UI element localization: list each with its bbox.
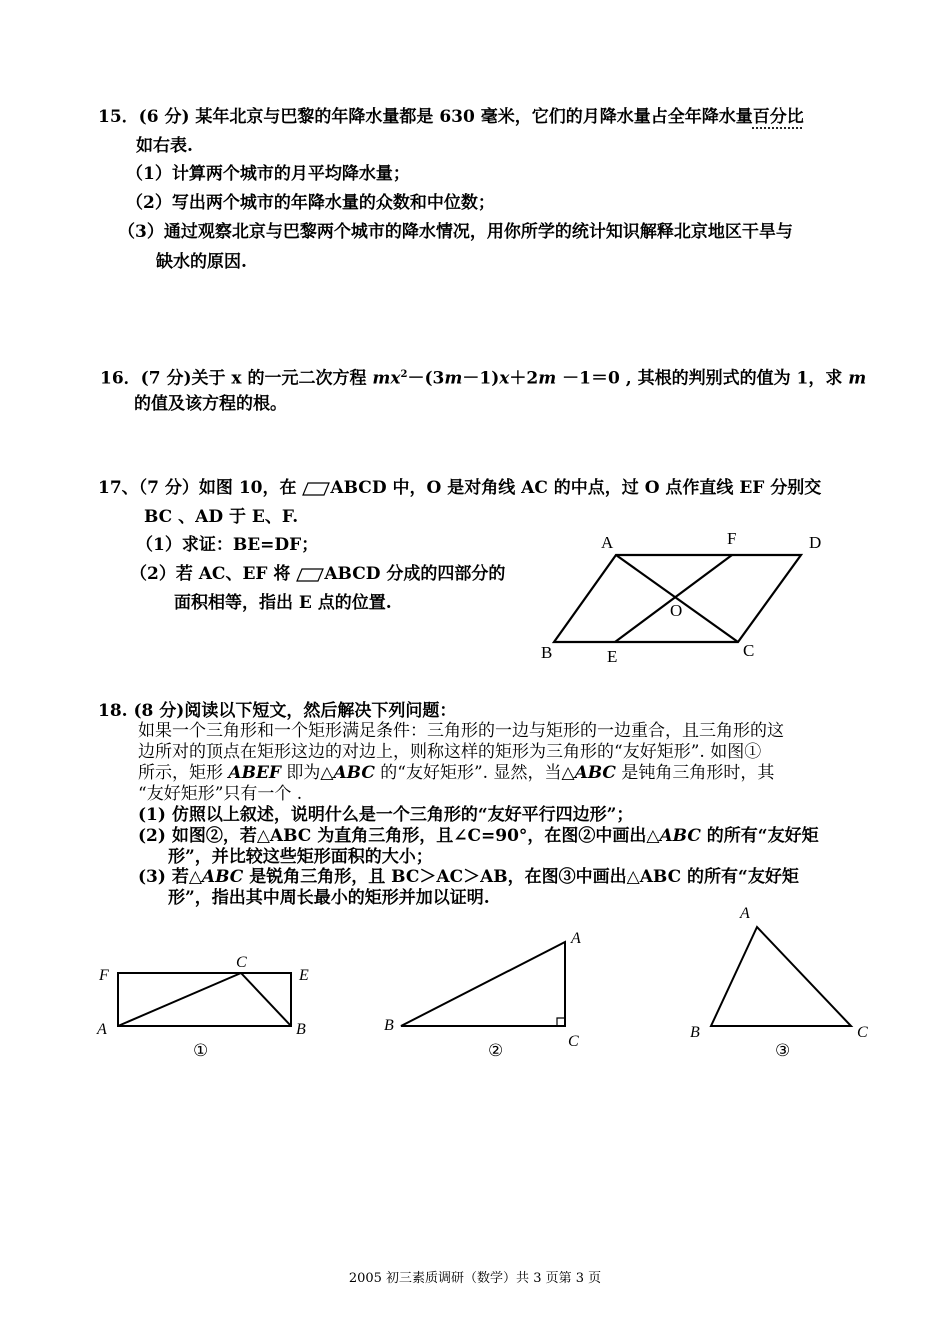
q17-line2: BC 、AD 于 E、F.: [144, 507, 299, 527]
q16-eq-sup: 2: [400, 369, 408, 380]
q17-text: 如图 10，在: [198, 478, 297, 498]
fig3-label-b: B: [690, 1024, 700, 1041]
q17-text-b: ABCD 中，O 是对角线 AC 的中点，过 O 点作直线 EF 分别交: [330, 478, 822, 498]
q16-eq-part2: －1): [462, 368, 500, 389]
q15-sub3b: 缺水的原因.: [156, 252, 247, 272]
q17-sub1: （1）求证：BE=DF；: [136, 535, 319, 555]
q16-eq-m3: m: [538, 368, 557, 389]
q18-s3c: 是锐角三角形，且 BC＞AC＞AB，在图③中画出△ABC 的所有“友好矩: [243, 867, 799, 887]
q16-eq-x: x: [499, 368, 510, 389]
acute-triangle-abc: [711, 927, 851, 1026]
right-triangle-abc: [401, 942, 565, 1026]
q15-text: 某年北京与巴黎的年降水量都是 630 毫米，它们的月降水量占全年降水量: [189, 107, 753, 127]
fig2-caption: ②: [488, 1041, 504, 1060]
q15-number: 15．: [98, 107, 139, 127]
q18-title: 阅读以下短文，然后解决下列问题：: [184, 701, 457, 721]
q17-score: （7 分）: [138, 478, 199, 498]
q18-p3f: ABC: [574, 763, 616, 783]
fig2-label-a: A: [571, 930, 581, 947]
q18-p2: 边所对的顶点在矩形这边的对边上，则称这样的矩形为三角形的“友好矩形”. 如图①: [138, 742, 762, 762]
q17-figure: [554, 555, 801, 642]
q16-eq-m: mx: [372, 368, 401, 389]
q18-s1: (1) 仿照以上叙述，说明什么是一个三角形的“友好平行四边形”；: [138, 805, 634, 825]
right-angle-mark: [557, 1018, 565, 1026]
q18-p4: “友好矩形”只有一个 .: [138, 784, 303, 804]
q18-p3b: ABEF: [228, 763, 281, 783]
q18-p3a: 所示，矩形: [138, 763, 229, 783]
q17-number: 17、: [98, 478, 139, 498]
q15-sub2: （2）写出两个城市的年降水量的众数和中位数；: [126, 193, 495, 213]
q17-sub2c: 面积相等，指出 E 点的位置.: [174, 593, 392, 613]
q17-sub2b: ABCD 分成的四部分的: [324, 564, 506, 584]
fig1-label-b: B: [296, 1021, 306, 1038]
q18-figure2: [401, 942, 565, 1026]
q16-eq-part1: －(3: [407, 368, 445, 389]
q18-s2a: (2) 如图②，若△ABC 为直角三角形，且∠C=90°，在图②中画出△: [138, 826, 660, 846]
q18-s2d: 形”，并比较这些矩形面积的大小；: [168, 847, 433, 867]
q16-text: 关于 x 的一元二次方程: [191, 368, 373, 389]
q18-figure1: [118, 973, 291, 1026]
q17-sub2a: （2）若 AC、EF 将: [130, 564, 291, 584]
fig1-caption: ①: [193, 1041, 209, 1060]
q15-line2: 如右表.: [136, 136, 193, 156]
q16-eq-part4: －1＝0 ,: [556, 368, 632, 389]
q18-p1: 如果一个三角形和一个矩形满足条件：三角形的一边与矩形的一边重合，且三角形的这: [138, 721, 784, 741]
q17-label-e: E: [607, 647, 618, 666]
side-ac: [118, 973, 241, 1026]
fig3-caption: ③: [775, 1041, 791, 1060]
q16-line2: 的值及该方程的根。: [134, 394, 287, 414]
q16-number: 16．: [100, 368, 141, 389]
fig1-label-f: F: [99, 967, 109, 984]
q18-s3d: 形”，指出其中周长最小的矩形并加以证明.: [168, 888, 490, 908]
q17-label-o: O: [670, 601, 683, 620]
q15-score: (6 分): [138, 107, 190, 127]
q18-s2c: 的所有“友好矩: [700, 826, 819, 846]
q16-var-m: m: [848, 368, 867, 389]
q17-label-b: B: [541, 643, 553, 662]
q15-dotted-word: 百分比: [752, 107, 804, 127]
q17-label-a: A: [601, 533, 614, 552]
q15-sub3: （3）通过观察北京与巴黎两个城市的降水情况，用你所学的统计知识解释北京地区干旱与: [118, 222, 793, 242]
fig1-label-a: A: [97, 1021, 107, 1038]
fig2-label-c: C: [568, 1033, 579, 1050]
q18-figure3: [711, 927, 851, 1026]
fig3-label-a: A: [740, 905, 750, 922]
q18-s3b: ABC: [201, 867, 244, 887]
q18-p3d: ABC: [333, 763, 375, 783]
q16-eq-m2: m: [444, 368, 463, 389]
fig1-label-e: E: [299, 967, 309, 984]
q16-score: (7 分): [140, 368, 192, 389]
fig1-label-c: C: [236, 954, 247, 971]
q17-label-f: F: [727, 529, 737, 548]
q18-number: 18.: [98, 701, 128, 721]
side-cb: [241, 973, 291, 1026]
page-footer: 2005 初三素质调研（数学）共 3 页第 3 页: [348, 1271, 602, 1286]
fig2-label-b: B: [384, 1017, 394, 1034]
q18-p3e: 的“友好矩形”. 显然，当△: [374, 763, 575, 783]
q16-text-b: 其根的判别式的值为 1，求: [631, 368, 849, 389]
q18-p3c: 即为△: [281, 763, 334, 783]
q17-label-d: D: [809, 533, 822, 552]
fig3-label-c: C: [857, 1024, 868, 1041]
q16-eq-part3: ＋2: [509, 368, 539, 389]
q18-s2b: ABC: [659, 826, 701, 846]
q18-score: (8 分): [127, 701, 185, 721]
q18-s3a: (3) 若△: [138, 867, 202, 887]
q15-sub1: （1）计算两个城市的月平均降水量；: [126, 164, 410, 184]
q17-label-c: C: [743, 641, 755, 660]
q18-p3g: 是钝角三角形时，其: [615, 763, 775, 783]
